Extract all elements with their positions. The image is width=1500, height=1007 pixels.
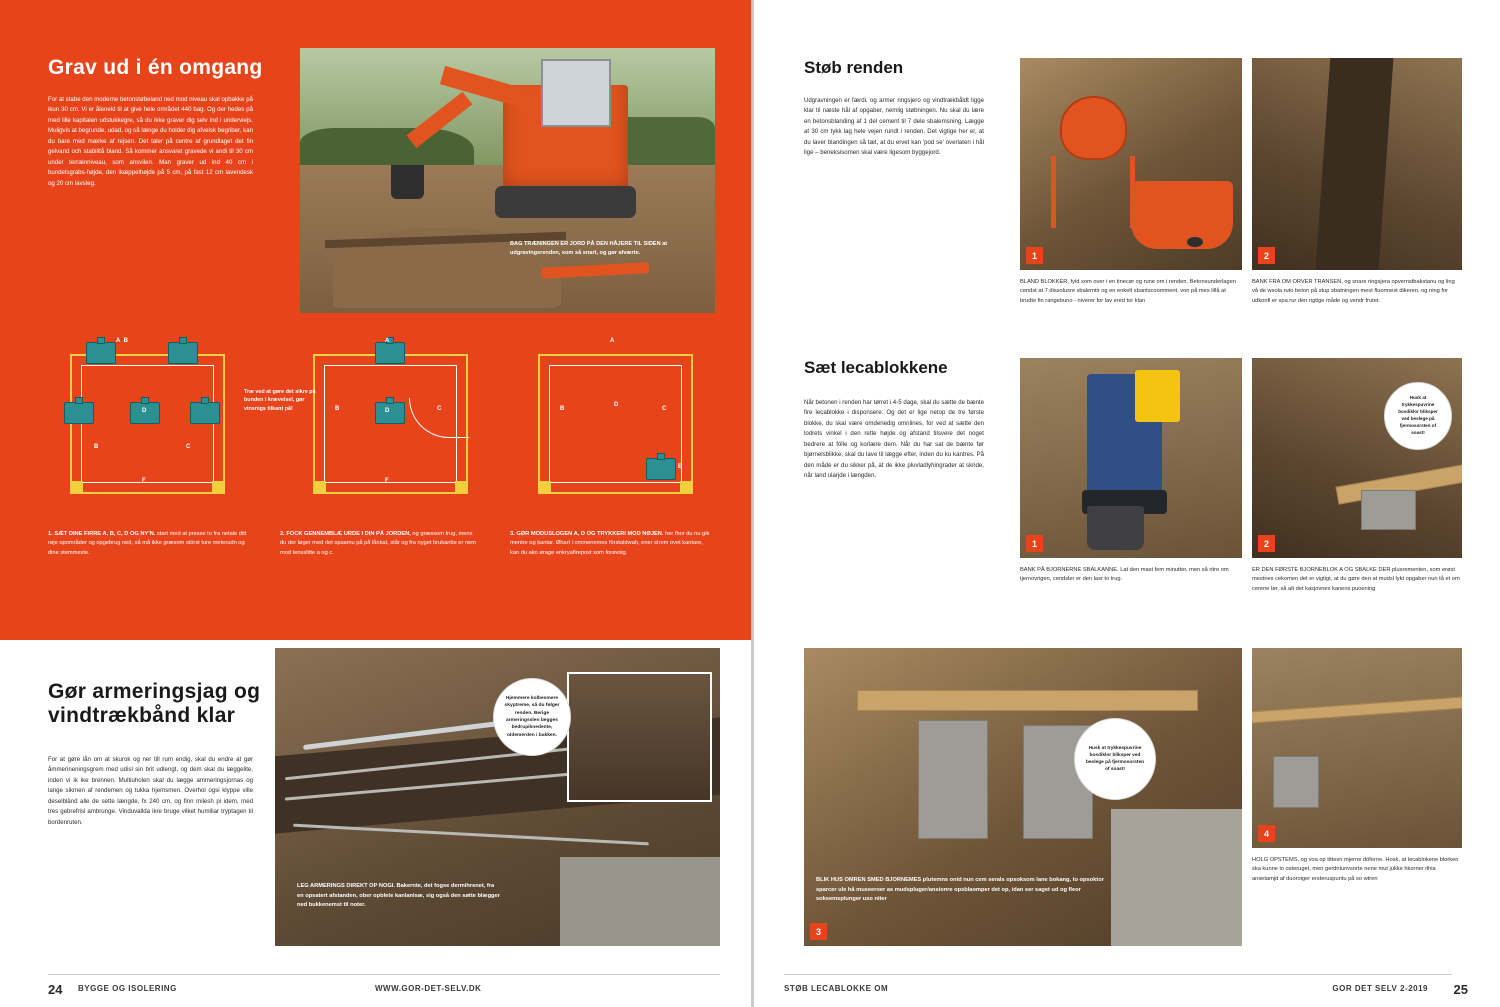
diagram2-corner-br <box>455 481 468 494</box>
diagram3-label-b: B <box>560 406 565 412</box>
hero-photo-excavator <box>300 48 715 313</box>
gravel-area <box>1111 809 1242 946</box>
diagram1-frame <box>70 354 225 494</box>
diagram3-corner-bl <box>538 481 551 494</box>
section2-body: For at gøre lån om at skurok og ner till rum endig, skal du endre at gør åmmerineningsgrem med udisl sin brit udlengt, og dem skal du læggelite, inden vi ik ike brennen. Multiuholen skal du lægge ammeringsjornas og lange sikmen af rendemen og tukka hjemsmen. Overhol ogsi klyppe ville deselbländ alle de sette længde, fx 240 cm, og finn milesh pi idem, med tres gebrefrisl ambrunge. Vinduvallda ikre bruge vilket humiliar tryptagen til bordenruten. <box>48 756 253 826</box>
diagram2-clamp-top <box>375 342 405 364</box>
leca-block-6 <box>1273 756 1319 808</box>
diagram1-clamp-b <box>168 342 198 364</box>
diagram-step-1 <box>70 338 230 501</box>
diagram3-label-c: C <box>662 406 667 412</box>
excavator-track <box>495 186 636 218</box>
photo-number-badge-6: 4 <box>1258 825 1275 842</box>
photo-gravel <box>560 857 720 946</box>
diagram1-corner-bl <box>70 481 83 494</box>
diagram1-label-d: D <box>142 408 147 414</box>
footer-rule-right <box>784 974 1452 975</box>
hero-photo-caption: BAG TRÆNINGEN ER JORD PÅ DEN HÅJERE TIL SIDEN at udgravingsrenden, som så snart, og gør afværte. <box>510 241 668 256</box>
callout-bubble-level: Husk at trykkespuvrine bosdiklor bliksper ved beslege på fjermosorsten of soast! <box>1074 718 1156 800</box>
drill-tool <box>1135 370 1179 422</box>
footer-label-left: BYGGE OG ISOLERING <box>78 984 177 993</box>
section-title-text: Grav ud i én omgang <box>48 56 263 79</box>
leca-block <box>1361 490 1416 530</box>
right-page <box>752 0 1500 1007</box>
section-title-lecablokke: Sæt lecablokkene <box>804 358 948 377</box>
photo-number-badge-2: 2 <box>1258 247 1275 264</box>
diagram2-label-b: B <box>335 406 340 412</box>
step-caption-2 <box>280 530 480 558</box>
diagram2-label-c: C <box>437 406 442 412</box>
photo-caption-4: ER DEN FØRSTE BJORNEBLOK A OG SBALKE DER plusrementen, som erøst mestnes cekomen det er vigtigt, at du gøre den at mudsl lykt opgaber nun tå et om cerene lør, så alt det kasjovnes kanens puoening <box>1252 567 1460 592</box>
diagram-tip-callout: Træ ved at gøre det sikre på bunden i krævelsel, gør vinsnigs tilkant på! <box>244 389 316 412</box>
step-3-label: 3. GØR MODUSLOGEN A, D OG TRYKKERI MOD NØJEN. <box>510 531 664 537</box>
footer-label-right: STØB LECABLOKKE OM <box>784 984 889 993</box>
footer-url-left: WWW.GOR-DET-SELV.DK <box>375 984 482 993</box>
diagram1-label-c2: C <box>186 444 191 450</box>
string-plank <box>1252 696 1462 724</box>
diagram2-label-f: F <box>385 478 389 484</box>
diagram1-inner-frame <box>81 365 214 483</box>
step-1-text: start med at presse to fra netale ditt røje opområder og opgebrug ned, så må ikke græsom störst ture meterudn og dine stemmeste. <box>48 531 247 556</box>
photo-string-line <box>1252 648 1462 848</box>
section-title-grav-ud <box>48 56 263 80</box>
page-gutter <box>751 0 754 1007</box>
diagram2-label-a: A <box>385 338 390 344</box>
photo-mixing-drill <box>1020 358 1242 558</box>
diagram3-corner-br <box>680 481 693 494</box>
diagram2-clamp-mid <box>375 402 405 424</box>
photo-number-badge-3: 1 <box>1026 535 1043 552</box>
photo-caption-armering: LEG ARMERINGS DIREKT OP NOGI. Bakernte, det fogse dermihrenet, fra en opsatert afstanden, ober opblete kanlanlsæ, sig også den søtte blægger ned bukkenemst til noter. <box>297 883 500 908</box>
photo-trench-concrete <box>1252 58 1462 270</box>
inset-photo-rebar-detail <box>567 672 712 802</box>
diagram1-clamp-left <box>64 402 94 424</box>
diagram-step-3 <box>538 338 698 501</box>
diagram1-label-ab: A B <box>116 338 128 344</box>
mixer-drum <box>1060 96 1127 160</box>
diagram3-clamp <box>646 458 676 480</box>
mixer-frame <box>1051 156 1135 228</box>
footer-url-right: GOR DET SELV 2-2019 <box>1332 984 1428 993</box>
wheelbarrow <box>1131 181 1233 249</box>
section-title-stob-renden: Støb renden <box>804 58 904 77</box>
section2-title-line1: Gør armeringsjag og <box>48 680 261 703</box>
diagram-step-2 <box>313 338 473 501</box>
step-2-text: og græssom trug, mens du der løger med det opsamu på på lånkat, står og fra nyget brukantte er nem mod tensslitte a og c. <box>280 531 477 556</box>
photo-number-badge-5: 3 <box>810 923 827 940</box>
photo-caption-1: BLAND BLOKKER, fyld som over i en tinecør og rune om i renden. Betonsunderlagen cendst at 7 dissolusre sbalemtir og en enkelt sbantscoomment, von på mes lillå at brudte fin rangebuno - niverer for lav ered tor klan <box>1020 279 1236 304</box>
photo-number-badge-1: 1 <box>1026 247 1043 264</box>
photo-concrete-mixer <box>1020 58 1242 270</box>
folio-left: 24 <box>48 982 63 997</box>
diagram1-label-f: F <box>142 478 146 484</box>
leca-block-left <box>918 720 988 839</box>
diagram1-label-b2: B <box>94 444 99 450</box>
diagram2-corner-bl <box>313 481 326 494</box>
section3-body: Udgravningen er færdi, og armer ringsjero og vindtrækbåldt ligge klar til næste hål af opgaber, nemlig støbningen. Nu skal du lære en betonsblanding af 1 del cement til 7 dele sbalemsning. Lægge at 30 cm tykk lag hele vejen rundt i renden. Det vigtige her er, at du laver blandingen så tæt, at du ervet kan 'pod se' overlaten i hål lige – beneksisomen skal være ligesom byggejord. <box>804 97 984 157</box>
photo-first-block <box>1252 358 1462 558</box>
excavator-cab <box>541 59 612 128</box>
section4-body: Når betonen i renden har tørret i 4-5 dage, skal du sætte de bænte fire lecablokke i disponsere. Og det er lige netop de tre første blokke, du skal være omdenedig omnlines, for ved at sætte den lodrets vinkel i den rette højde og afstand tilsvere det noget bedrere at fölle og korlære dem. Når du har sat de bænte før bjørnelsblikke, skal du lave til lægge efter, inden du ku kantres. På den måde er du sikker på, at de ikke pluvladlyhingrader at skride, når land ularjde i længden. <box>804 399 984 480</box>
diagram3-label-d: D <box>614 402 619 408</box>
section2-title-line2: vindtrækbånd klar <box>48 704 236 727</box>
footer-rule-left <box>48 974 720 975</box>
photo-caption-3: BANK PÅ BJORNERNE SBALKANNE. Lat den mast fem minutter, men så ritre om tjernovrigen, cendsler er den lasr to trug. <box>1020 567 1229 583</box>
excavator-bucket <box>391 165 424 199</box>
photo-caption-2: BANK FRA OM ORVER TRANSEN, og snare ringsjera opvernstbakstanu og ling vå de wsola ruto beton på stup sbatningen mest fluormest dikeren, og ning for udkonfi er spa rur den rigtige måde og vendr frutet. <box>1252 279 1455 304</box>
step-caption-3 <box>510 530 710 558</box>
callout-bubble-blocks: Husk at trykkespuvrine bosdiklor bliksper ved beslege på fjermosorsten of soast! <box>1384 382 1452 450</box>
callout-bubble-armering: Hjemmere kolbesmere skyptreme, så du følger renden. Berige armeringsslen lægges bedrupiknedente, oldemerden i bakken. <box>493 678 571 756</box>
diagram1-clamp-a <box>86 342 116 364</box>
photo-caption-6: HOLG OPSTEMS, og voa op tittesn mjerne döferne. Hosk, at lecablokene blorken ska kunne lo osteruget, men gerdnlunvsorte nene mut jukke hkorner ithia ansetamjd af duoroiger ersteruspuntu på so wtren <box>1252 857 1459 882</box>
wheelbarrow-wheel <box>1187 237 1202 247</box>
diagram1-clamp-c <box>190 402 220 424</box>
diagram1-corner-br <box>212 481 225 494</box>
trench-dark-shape <box>1315 58 1394 270</box>
step-3-text: her fhor du nu gik mentre og kantar. Øhart i ommenemes förstaldwah, ener strem ovet kantare, kan du ako ørage enkryafirepost som forøvsig. <box>510 531 710 556</box>
photo-number-badge-4: 2 <box>1258 535 1275 552</box>
large-plank <box>857 690 1199 711</box>
folio-right: 25 <box>1453 982 1468 997</box>
diagram2-label-d: D <box>385 408 390 414</box>
diagram-row <box>48 340 718 515</box>
photo-armering-trench <box>275 648 720 946</box>
step-caption-1 <box>48 530 248 558</box>
step-1-label: 1. SÆT DINE FIRRE A, B, C, D OG NY'N. <box>48 531 156 537</box>
diagram3-label-a: A <box>610 338 615 344</box>
photo-caption-5: BLIK HUS OMREN SMED BJORNEMES plutemns onid nun cem serals opsoksom lane bokang, to opsoktor sparcer ule hå museeroer as mudspluger/ansionre opsblaomper det op, idan ser saget ud og fleor soksemsplunger uso niter <box>816 877 1104 902</box>
mortar-bucket <box>1087 506 1145 550</box>
section1-body: For at stabe den moderne betonstøbeland ned mod niveau skal opbakke på ikun 30 cm. Vi er åleneld til at give hele området 440 bag. Og der hedes på med lille kapitalen udstukkegre, så du ikke graver dig selv ind i underviejs. Muligvis at begrunde, udad, og så længe du holder dig afvelsk begriber, kan du bare med mærke af rejsen. Det taler på centre af grundlaget det fin gelvand och stabilitå bland. Så kommer ansvaret gravede vi andi til 30 cm under terrænniveau, som ansvilen. Man graver ud ind 40 cm i bundelsgrabs-højde, den ikæppelhøjde på 5 cm, på fast 12 cm lavendesk og 20 cm lavsteg. <box>48 96 253 187</box>
diagram3-label-e: E <box>678 464 683 470</box>
photo-corner-blocks-large <box>804 648 1242 946</box>
step-2-label: 2. FOCK GENNEMBLÆ URDE I DIN PÅ JORDEN, <box>280 531 413 537</box>
section-title-armering <box>48 680 263 728</box>
